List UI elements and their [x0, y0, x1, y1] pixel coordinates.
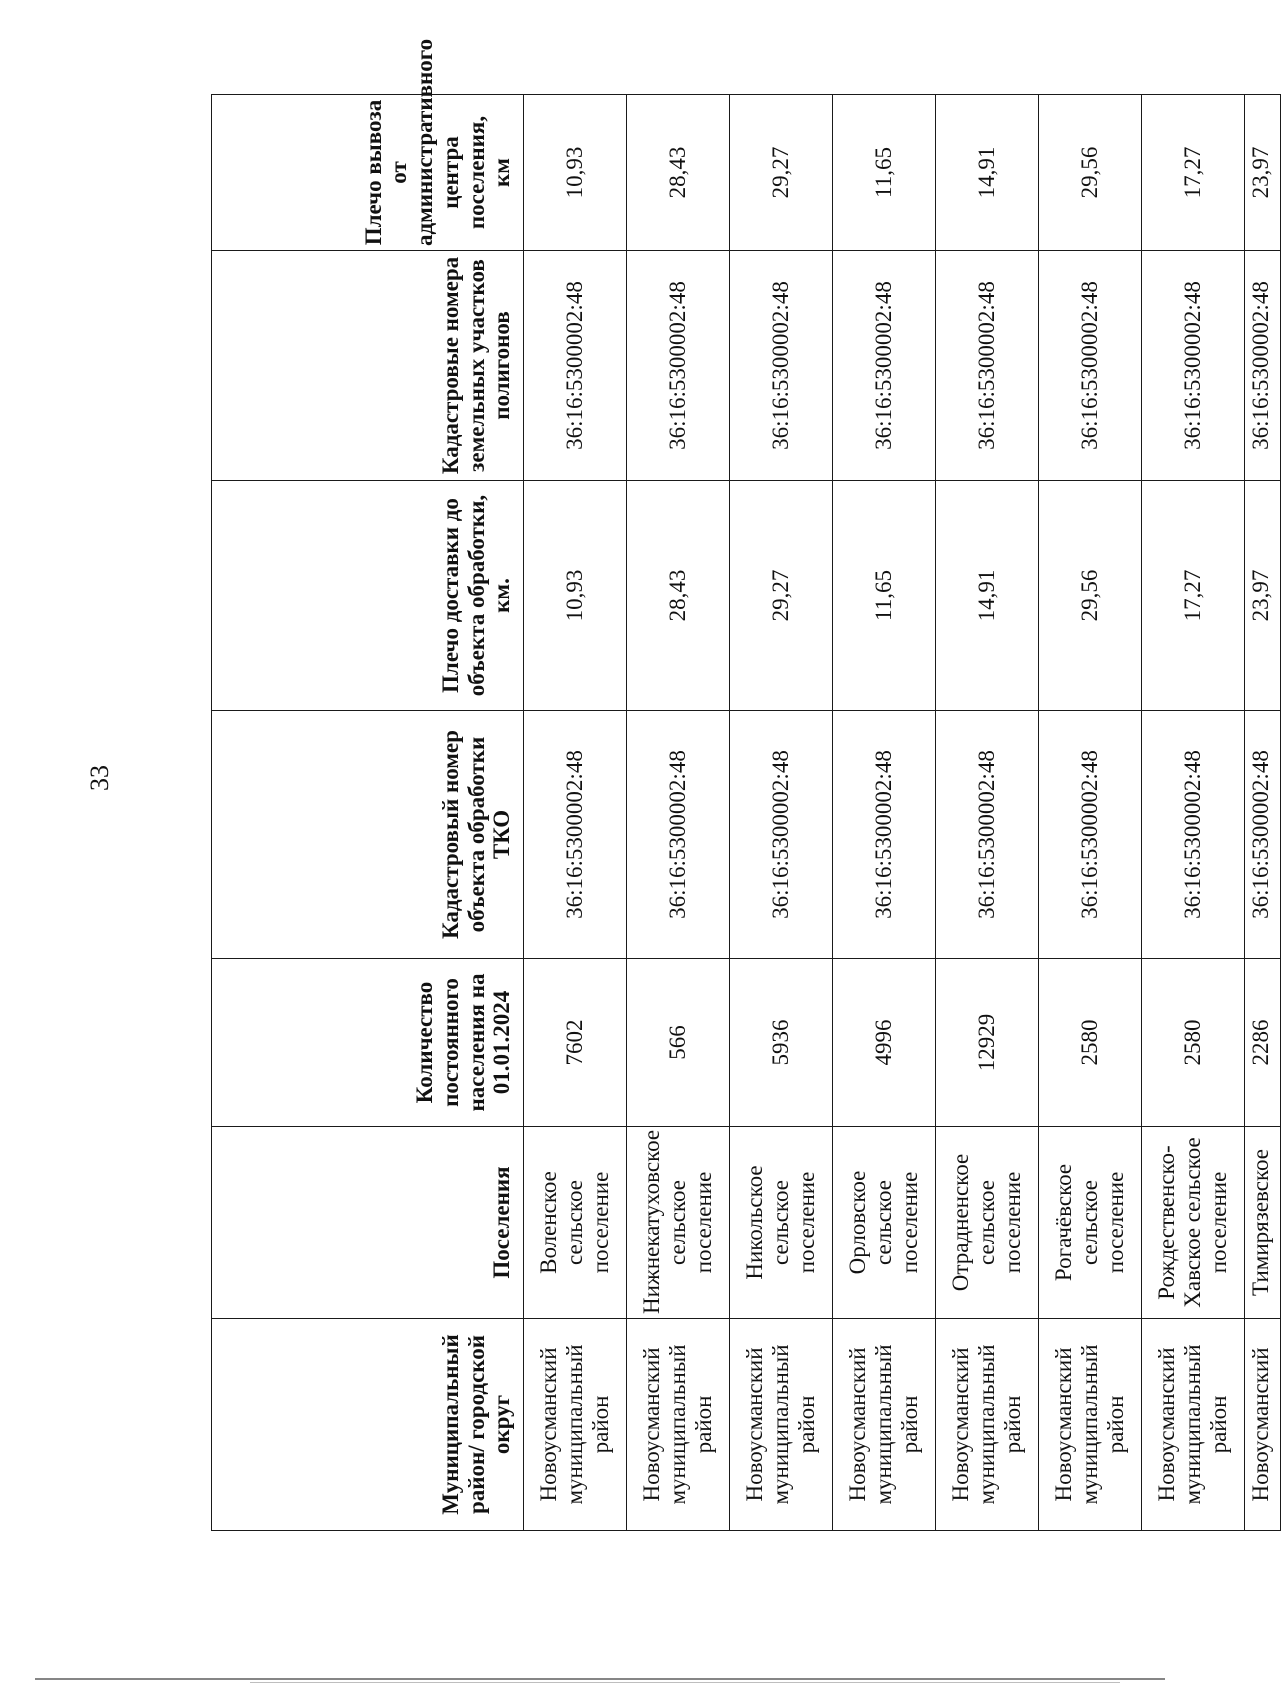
cell-removal-distance: 11,65: [833, 95, 936, 251]
cell-delivery-distance: 17,27: [1142, 481, 1245, 711]
table-row: [1142, 95, 1245, 1531]
table-container: [211, 38, 1273, 1531]
cell-population: 12929: [936, 959, 1039, 1127]
cell-municipality: Новоусманский муниципальный район: [1142, 1319, 1245, 1531]
cell-population: 2580: [1142, 959, 1245, 1127]
cell-population: 4996: [833, 959, 936, 1127]
cell-delivery-distance: 14,91: [936, 481, 1039, 711]
cell-removal-distance: 14,91: [936, 95, 1039, 251]
table-header-row: [212, 95, 524, 1531]
table-row: [524, 95, 627, 1531]
cell-population: 566: [627, 959, 730, 1127]
cell-cadastral-facility: 36:16:5300002:48: [936, 711, 1039, 959]
cell-cadastral-facility: 36:16:5300002:48: [833, 711, 936, 959]
cell-municipality: Новоусманский муниципальный район: [730, 1319, 833, 1531]
cell-cadastral-landfill: 36:16:5300002:48: [833, 251, 936, 481]
cell-removal-distance: 29,27: [730, 95, 833, 251]
cell-removal-distance: 23,97: [1245, 95, 1281, 251]
cell-removal-distance: 28,43: [627, 95, 730, 251]
cell-cadastral-landfill: 36:16:5300002:48: [1039, 251, 1142, 481]
table-row: [936, 95, 1039, 1531]
cell-cadastral-facility: 36:16:5300002:48: [524, 711, 627, 959]
waste-removal-table: [211, 38, 1281, 1531]
cell-settlement: Рогачёвское сельское поселение: [1039, 1127, 1142, 1319]
header-cadastral-facility: Кадастровый номер объекта обработки ТКО: [212, 711, 524, 959]
cell-municipality: Новоусманский муниципальный район: [627, 1319, 730, 1531]
scan-edge-line: [35, 1678, 1165, 1680]
cell-municipality: Новоусманский муниципальный район: [833, 1319, 936, 1531]
cell-settlement: Воленское сельское поселение: [524, 1127, 627, 1319]
cell-cadastral-facility: 36:16:5300002:48: [1245, 711, 1281, 959]
cell-settlement: Рождественско-Хавское сельское поселение: [1142, 1127, 1245, 1319]
cell-cadastral-facility: 36:16:5300002:48: [627, 711, 730, 959]
cell-cadastral-facility: 36:16:5300002:48: [1142, 711, 1245, 959]
cell-municipality: Новоусманский муниципальный район: [936, 1319, 1039, 1531]
cell-population: 2580: [1039, 959, 1142, 1127]
cell-delivery-distance: 28,43: [627, 481, 730, 711]
page-number: 33: [85, 765, 114, 791]
cell-removal-distance: 29,56: [1039, 95, 1142, 251]
cell-settlement: Нижнекатуховское сельское поселение: [627, 1127, 730, 1319]
cell-cadastral-landfill: 36:16:5300002:48: [936, 251, 1039, 481]
cell-removal-distance: 17,27: [1142, 95, 1245, 251]
header-delivery-distance: Плечо доставки до объекта обработки, км.: [212, 481, 524, 711]
cell-municipality: Новоусманский: [1245, 1319, 1281, 1531]
cell-municipality: Новоусманский муниципальный район: [524, 1319, 627, 1531]
header-municipality: Муниципальный район/ городской округ: [212, 1319, 524, 1531]
cell-removal-distance: 10,93: [524, 95, 627, 251]
header-removal-distance: Плечо вывоза от административного центра поселения, км: [212, 95, 524, 251]
cell-cadastral-landfill: 36:16:5300002:48: [1245, 251, 1281, 481]
cell-settlement: Орловское сельское поселение: [833, 1127, 936, 1319]
cell-cadastral-landfill: 36:16:5300002:48: [730, 251, 833, 481]
table-row: [1039, 95, 1142, 1531]
table-row: [627, 95, 730, 1531]
header-population: Количество постоянного населения на 01.01.2024: [212, 959, 524, 1127]
scan-edge-line: [250, 1682, 1120, 1683]
cell-delivery-distance: 29,27: [730, 481, 833, 711]
cell-cadastral-facility: 36:16:5300002:48: [1039, 711, 1142, 959]
cell-population: 7602: [524, 959, 627, 1127]
cell-settlement: Никольское сельское поселение: [730, 1127, 833, 1319]
cell-cadastral-landfill: 36:16:5300002:48: [627, 251, 730, 481]
cell-population: 5936: [730, 959, 833, 1127]
cell-delivery-distance: 10,93: [524, 481, 627, 711]
table-row: [833, 95, 936, 1531]
cell-settlement: Отрадненское сельское поселение: [936, 1127, 1039, 1319]
cell-delivery-distance: 29,56: [1039, 481, 1142, 711]
cell-delivery-distance: 11,65: [833, 481, 936, 711]
table-row: [1245, 95, 1281, 1531]
cell-cadastral-landfill: 36:16:5300002:48: [524, 251, 627, 481]
cell-cadastral-facility: 36:16:5300002:48: [730, 711, 833, 959]
cell-municipality: Новоусманский муниципальный район: [1039, 1319, 1142, 1531]
cell-delivery-distance: 23,97: [1245, 481, 1281, 711]
cell-population: 2286: [1245, 959, 1281, 1127]
table-row: [730, 95, 833, 1531]
cell-cadastral-landfill: 36:16:5300002:48: [1142, 251, 1245, 481]
cell-settlement: Тимирязевское: [1245, 1127, 1281, 1319]
header-cadastral-landfill: Кадастровые номера земельных участков полигонов: [212, 251, 524, 481]
header-settlement: Поселения: [212, 1127, 524, 1319]
